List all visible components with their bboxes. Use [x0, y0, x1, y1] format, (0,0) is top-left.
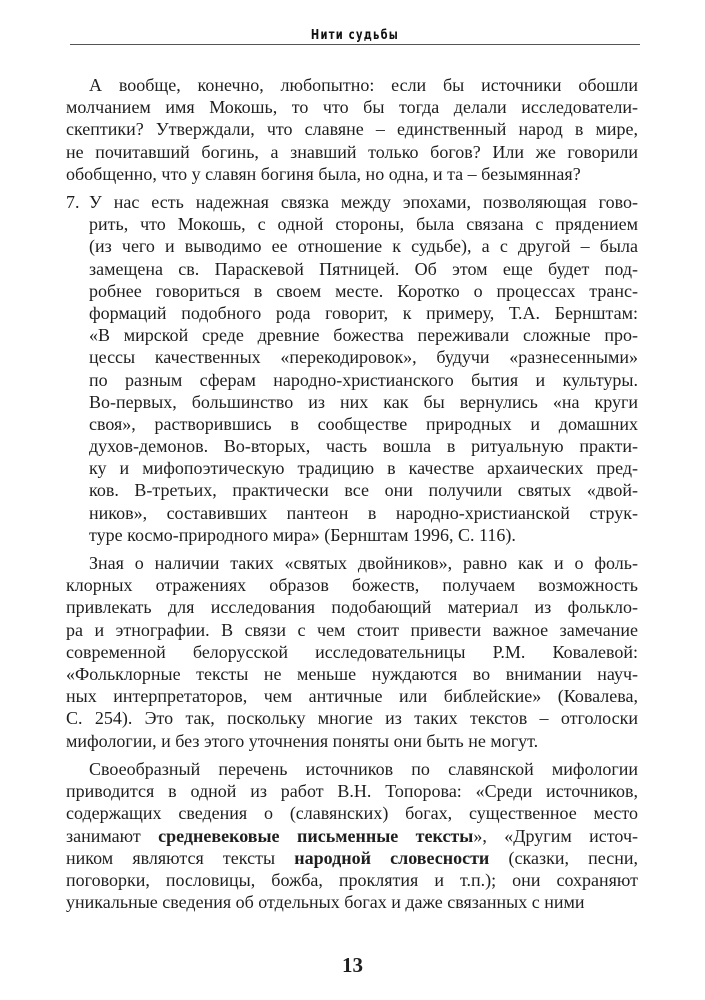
text-line: скептики? Утверждали, что славяне – единственный народ в мире, [66, 119, 638, 140]
text-line: Своеобразный перечень источников по славянской мифологии [89, 759, 638, 779]
text-line: клорных отражениях образов божеств, получаем возможность [66, 575, 638, 596]
text-line: Во-первых, большинство из них как бы вернулись «на круги [89, 391, 638, 412]
text-line: привлекать для исследования подобающий материал из фольклo- [66, 597, 638, 618]
text-line: А вообще, конечно, любопытно: если бы источники обошли [89, 75, 638, 95]
text-segment: ником являются тексты [66, 847, 295, 868]
text-line: ных интерпретаторов, чем античные или библейские» (Ковалева, [66, 686, 638, 707]
text-line: приводится в одной из работ В.Н. Топорова: «Среди источников, [66, 781, 638, 802]
text-line: (из чего и выводимо ее отношение к судьбе), а с другой – была [89, 236, 638, 257]
text-line: ников», составивших пантеон в народно-христианской струк- [89, 502, 638, 523]
text-line: современной белорусской исследовательницы Р.М. Ковалевой: [66, 641, 638, 662]
text-segment: (сказки, песни, [489, 847, 638, 868]
text-line [66, 847, 638, 869]
list-number: 7. [66, 192, 80, 212]
paragraph-1 [66, 74, 638, 185]
text-line: ков. В-третьих, практически все они получили святых «двой- [89, 480, 638, 501]
text-line: С. 254). Это так, поскольку многие из таких текстов – отголоски [66, 708, 638, 729]
text-line: обобщенно, что у славян богиня была, но одна, и та – безымянная? [66, 163, 581, 184]
text-line: формаций подобного рода говорит, к примеру, Т.А. Бернштам: [89, 302, 638, 323]
text-line: содержащих сведения о (славянских) богах, существенное место [66, 803, 638, 824]
text-line: поговорки, пословицы, божба, проклятия и т.п.); они сохраняют [66, 869, 638, 890]
bold-emphasis: средневековые письменные тексты [158, 825, 474, 846]
paragraph-3 [66, 552, 638, 752]
text-line: уникальные сведения об отдельных богах и даже связанных с ними [66, 892, 585, 913]
page-number: 13 [342, 953, 363, 977]
text-segment: », «Другим источ- [473, 825, 638, 846]
text-line [66, 825, 638, 847]
text-line: ку и мифопоэтическую традицию в качестве архаических пред- [89, 458, 638, 479]
text-line: духов-демонов. Во-вторых, часть вошла в ритуальную практи- [89, 436, 638, 457]
running-header [70, 28, 640, 46]
text-line: по разным сферам народно-христианского бытия и культуры. [89, 369, 638, 390]
text-line: туре космо-природного мира» (Бернштам 1996, С. 116). [89, 524, 516, 545]
text-line: мифологии, и без этого уточнения поняты они быть не могут. [66, 730, 539, 751]
bold-emphasis: народной словесности [294, 847, 490, 868]
running-title: Нити судьбы [310, 28, 400, 43]
paragraph-4 [66, 758, 638, 913]
text-line: не почитавший богинь, а знавший только богов? Или же говорили [66, 141, 638, 162]
text-line: молчанием имя Мокошь, то что бы тогда делали исследователи- [66, 97, 638, 118]
text-segment: занимают [66, 825, 159, 846]
text-line: У нас есть надежная связка между эпохами, позволяющая гово- [89, 192, 638, 212]
numbered-item-7 [66, 191, 638, 546]
header-rule [70, 44, 640, 45]
text-line: рить, что Мокошь, с одной стороны, была связана с прядением [89, 214, 638, 235]
text-line: «В мирской среде древние божества переживали сложные про- [89, 325, 638, 346]
text-line: своя», растворившись в сообществе природных и домашних [89, 413, 638, 434]
text-line: робнее говориться в своем месте. Коротко о процессах транс- [89, 280, 638, 301]
text-line: замещена св. Параскевой Пятницей. Об этом еще будет под- [89, 258, 638, 279]
text-line: цессы качественных «перекодировок», будучи «разнесенными» [89, 347, 638, 368]
text-line: ра и этнографии. В связи с чем стоит привести важное замечание [66, 619, 638, 640]
text-line: Зная о наличии таких «святых двойников», равно как и о фоль- [89, 553, 638, 573]
text-line: «Фольклорные тексты не меньше нуждаются во внимании науч- [66, 663, 638, 684]
